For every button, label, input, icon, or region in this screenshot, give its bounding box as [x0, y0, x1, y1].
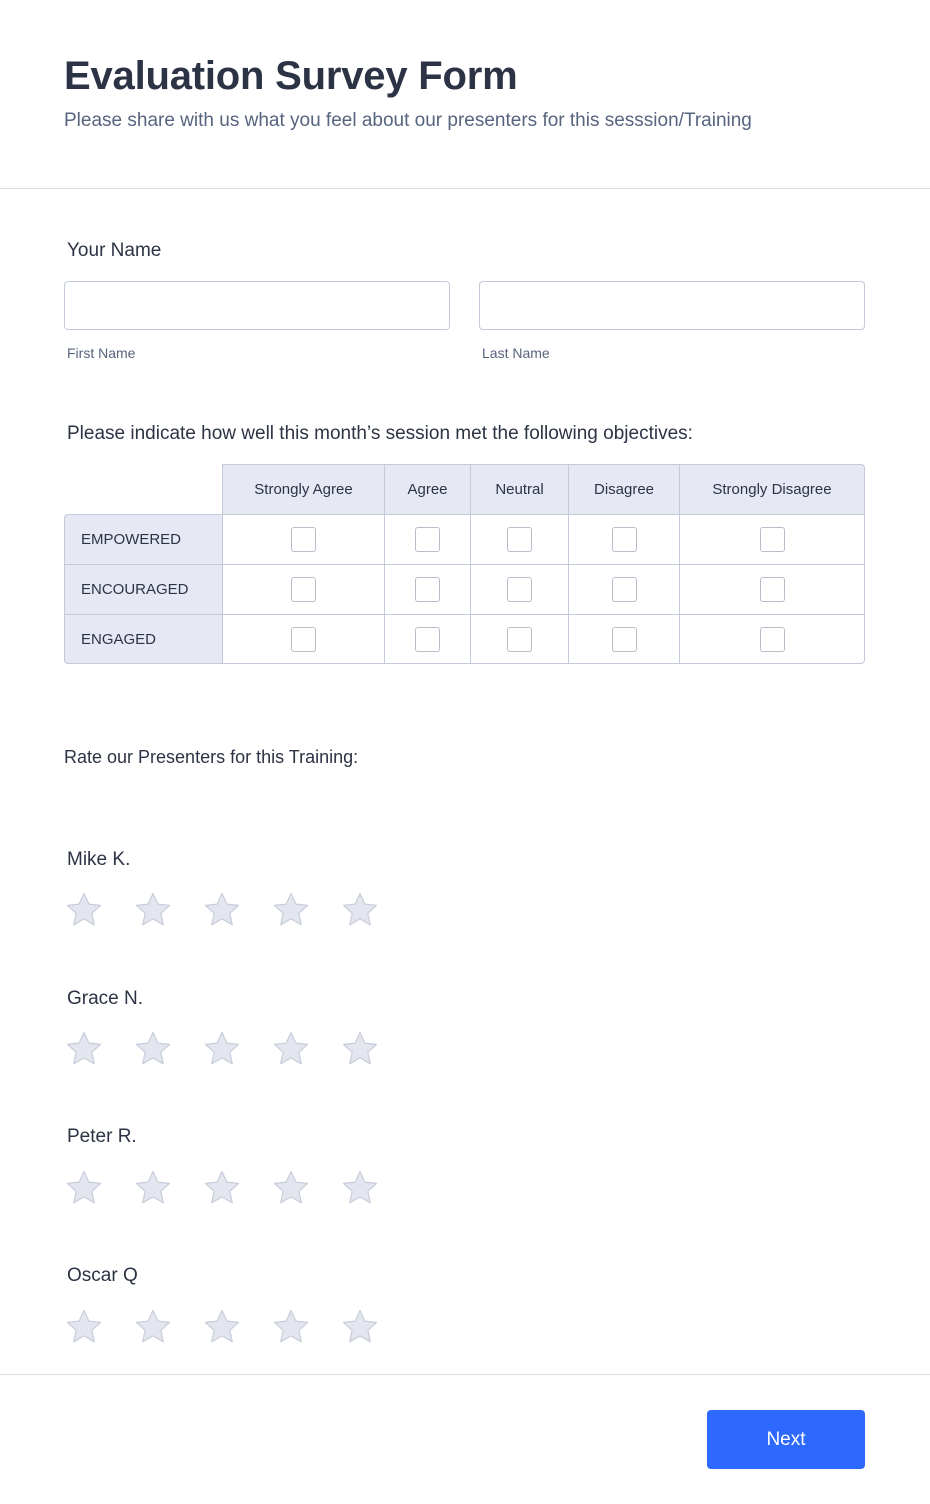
matrix-cell	[384, 514, 470, 564]
matrix-column-header: Neutral	[470, 464, 568, 514]
matrix-checkbox[interactable]	[291, 577, 316, 602]
star-icon[interactable]	[202, 1168, 242, 1208]
star-icon[interactable]	[133, 1029, 173, 1069]
star-icon[interactable]	[271, 890, 311, 930]
matrix-checkbox[interactable]	[612, 627, 637, 652]
matrix-cell	[568, 514, 679, 564]
first-name-sublabel: First Name	[67, 345, 136, 361]
star-icon[interactable]	[64, 1029, 104, 1069]
matrix-column-header: Disagree	[568, 464, 679, 514]
matrix-checkbox[interactable]	[507, 527, 532, 552]
matrix-checkbox[interactable]	[760, 627, 785, 652]
matrix-cell	[679, 614, 865, 664]
matrix-cell	[568, 564, 679, 614]
presenter-name: Oscar Q	[67, 1265, 138, 1286]
matrix-checkbox[interactable]	[507, 577, 532, 602]
star-icon[interactable]	[133, 890, 173, 930]
matrix-checkbox[interactable]	[415, 577, 440, 602]
last-name-input[interactable]	[479, 281, 865, 330]
star-icon[interactable]	[133, 1168, 173, 1208]
matrix-checkbox[interactable]	[760, 577, 785, 602]
matrix-checkbox[interactable]	[612, 527, 637, 552]
matrix-cell	[568, 614, 679, 664]
star-rating	[64, 1307, 409, 1347]
star-rating	[64, 1029, 409, 1069]
matrix-column-header: Agree	[384, 464, 470, 514]
form-subtitle: Please share with us what you feel about our presenters for this sesssion/Training	[64, 110, 752, 131]
matrix-checkbox[interactable]	[291, 627, 316, 652]
matrix-checkbox[interactable]	[415, 527, 440, 552]
star-icon[interactable]	[202, 1307, 242, 1347]
presenter-name: Mike K.	[67, 849, 131, 870]
matrix-cell	[384, 564, 470, 614]
matrix-cell	[470, 514, 568, 564]
objectives-matrix	[64, 464, 865, 664]
next-button[interactable]: Next	[707, 1410, 865, 1469]
matrix-cell	[679, 564, 865, 614]
matrix-row-label: ENGAGED	[64, 614, 222, 664]
matrix-checkbox[interactable]	[415, 627, 440, 652]
presenter-name: Peter R.	[67, 1126, 137, 1147]
matrix-cell	[470, 564, 568, 614]
star-icon[interactable]	[271, 1168, 311, 1208]
your-name-label: Your Name	[67, 240, 162, 261]
matrix-cell	[222, 564, 384, 614]
star-rating	[64, 1168, 409, 1208]
matrix-checkbox[interactable]	[760, 527, 785, 552]
matrix-cell	[222, 514, 384, 564]
form-title: Evaluation Survey Form	[64, 54, 518, 98]
matrix-column-header: Strongly Agree	[222, 464, 384, 514]
matrix-row-label: EMPOWERED	[64, 514, 222, 564]
star-rating	[64, 890, 409, 930]
matrix-column-header: Strongly Disagree	[679, 464, 865, 514]
matrix-cell	[384, 614, 470, 664]
matrix-cell	[470, 614, 568, 664]
star-icon[interactable]	[202, 1029, 242, 1069]
matrix-checkbox[interactable]	[291, 527, 316, 552]
matrix-row-label: ENCOURAGED	[64, 564, 222, 614]
rating-question: Rate our Presenters for this Training:	[64, 747, 359, 767]
form-header	[64, 52, 884, 134]
star-icon[interactable]	[340, 1307, 380, 1347]
star-icon[interactable]	[64, 890, 104, 930]
star-icon[interactable]	[64, 1168, 104, 1208]
presenter-name: Grace N.	[67, 988, 144, 1009]
matrix-question: Please indicate how well this month’s session met the following objectives:	[67, 423, 693, 444]
star-icon[interactable]	[64, 1307, 104, 1347]
matrix-checkbox[interactable]	[612, 577, 637, 602]
star-icon[interactable]	[340, 1168, 380, 1208]
matrix-cell	[222, 614, 384, 664]
matrix-cell	[679, 514, 865, 564]
star-icon[interactable]	[133, 1307, 173, 1347]
first-name-input[interactable]	[64, 281, 450, 330]
matrix-checkbox[interactable]	[507, 627, 532, 652]
star-icon[interactable]	[340, 890, 380, 930]
last-name-sublabel: Last Name	[482, 345, 550, 361]
star-icon[interactable]	[271, 1307, 311, 1347]
star-icon[interactable]	[340, 1029, 380, 1069]
footer-divider	[0, 1374, 930, 1375]
header-divider	[0, 188, 930, 189]
star-icon[interactable]	[202, 890, 242, 930]
star-icon[interactable]	[271, 1029, 311, 1069]
